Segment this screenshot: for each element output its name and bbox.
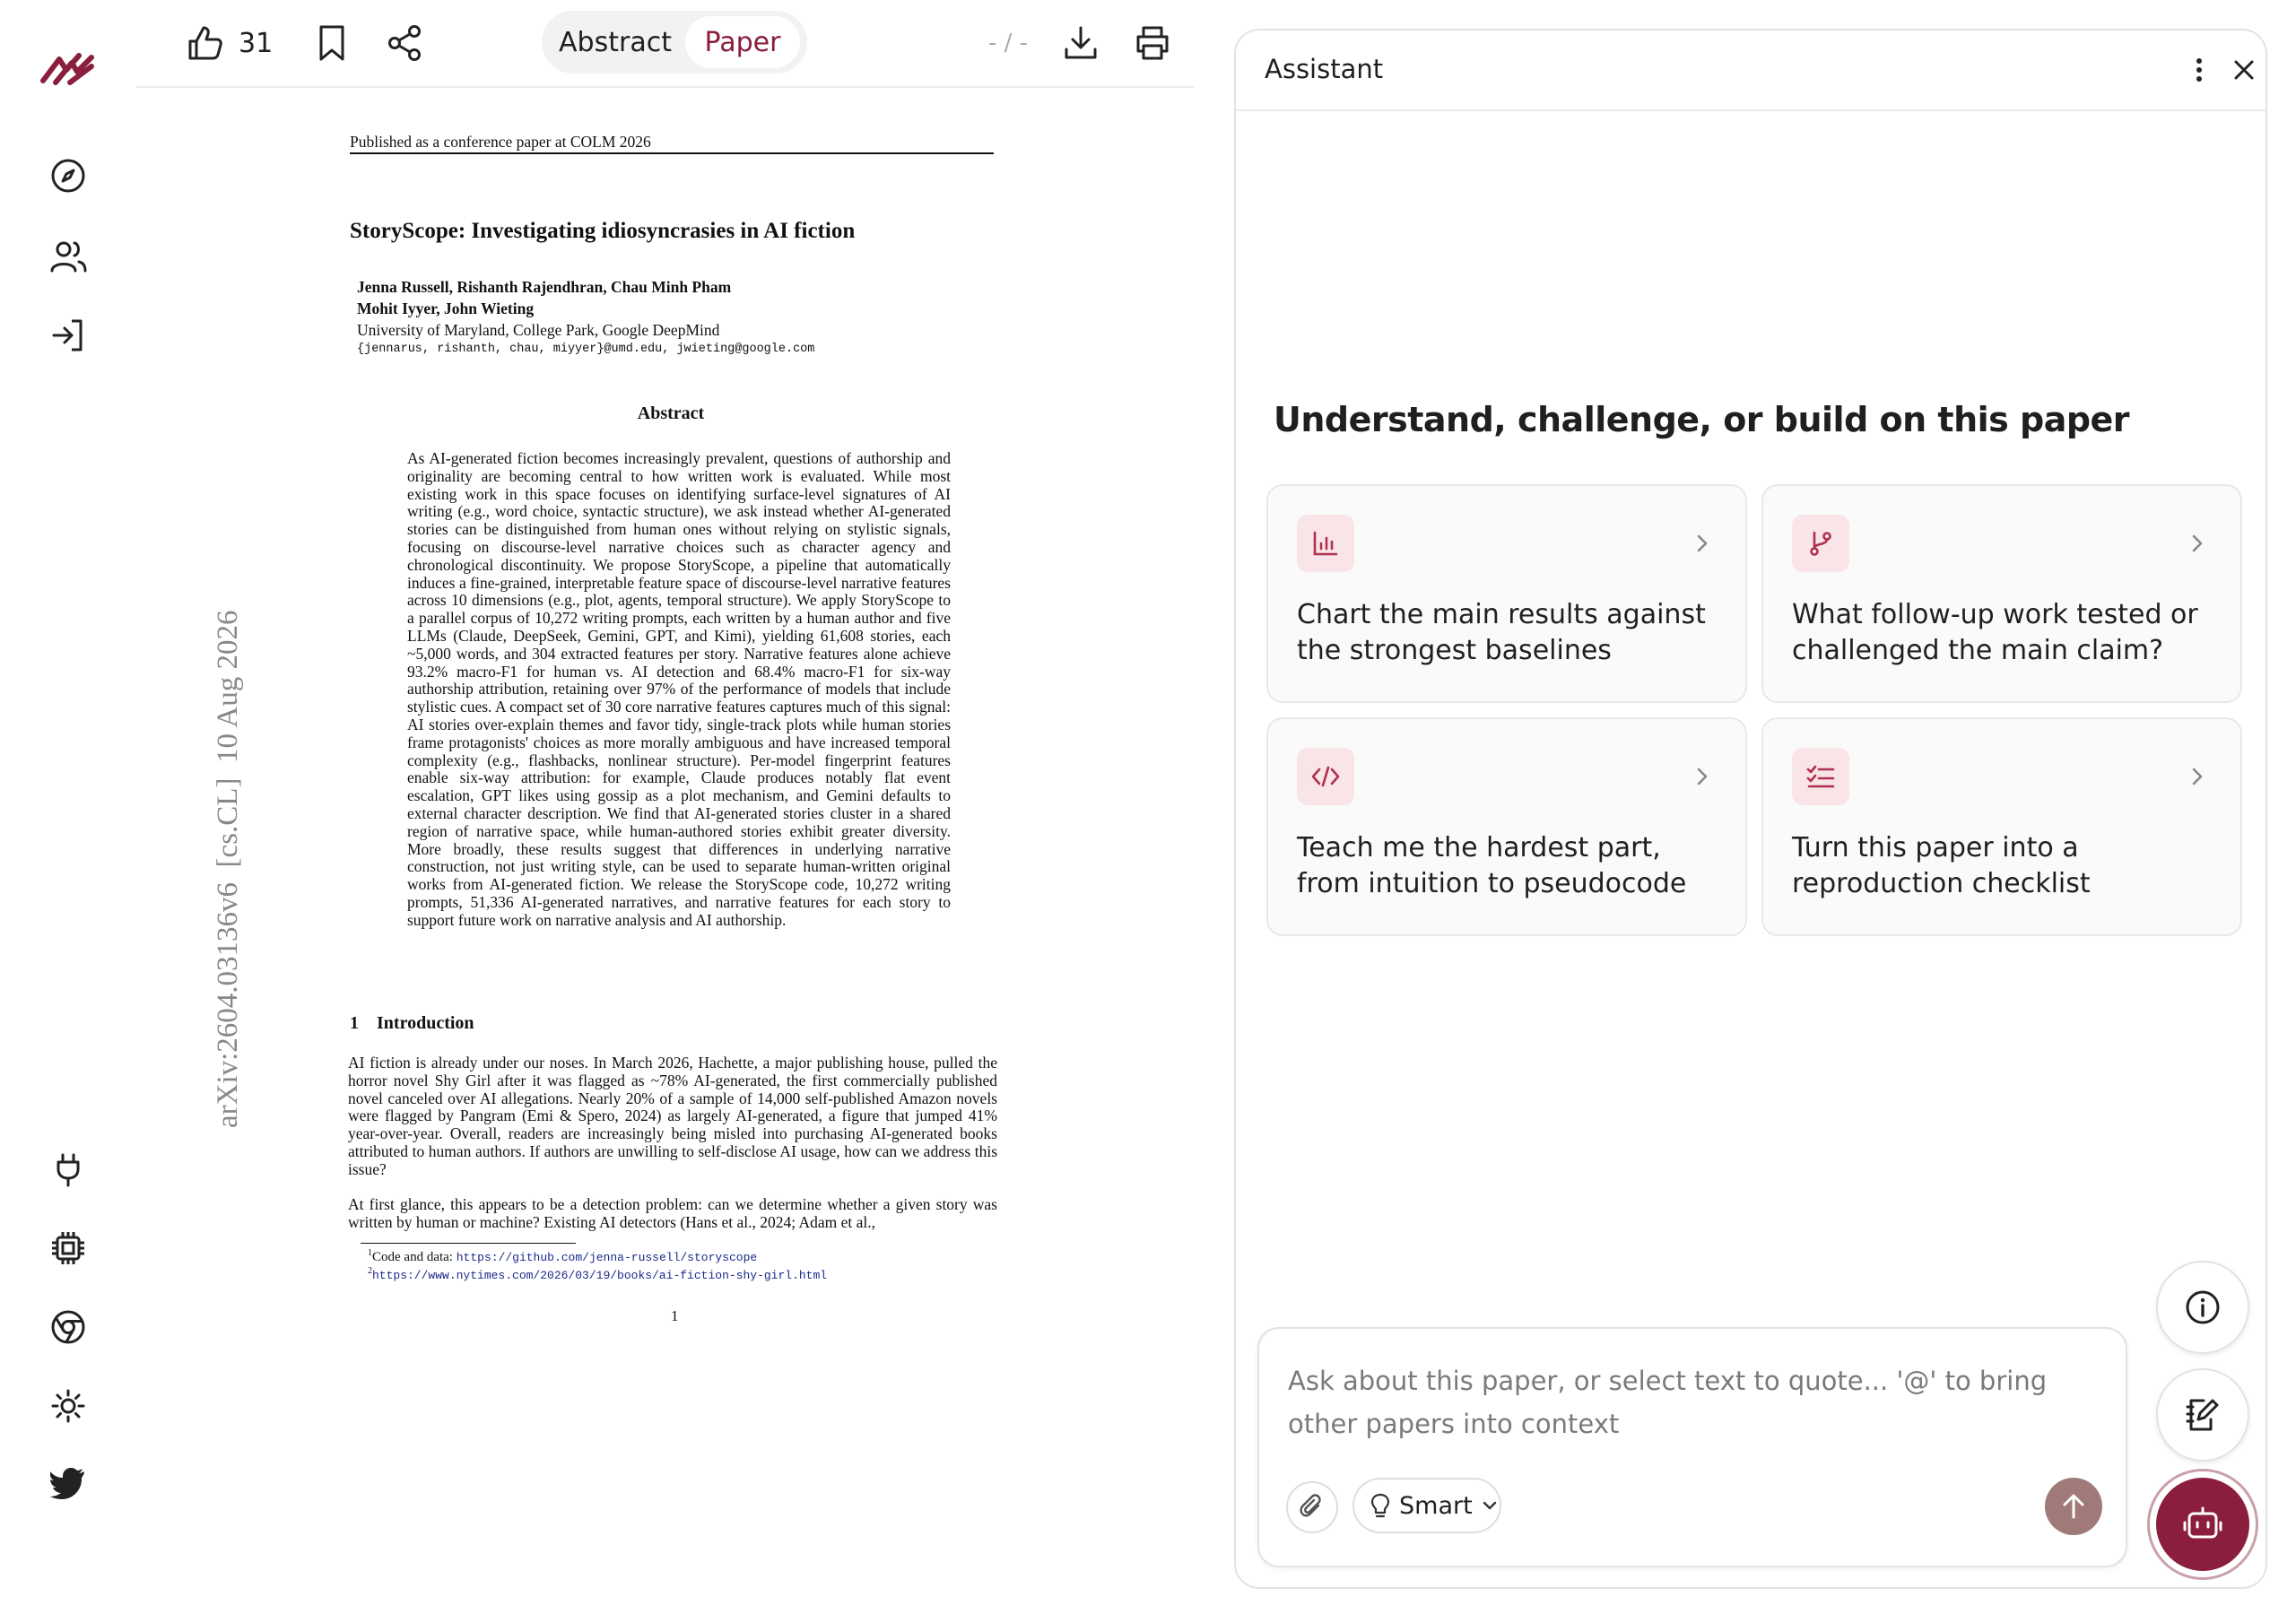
introduction-heading: 1 Introduction	[350, 1013, 474, 1033]
info-icon	[2184, 1289, 2222, 1326]
bookmark-button[interactable]	[314, 22, 350, 65]
checklist-icon	[1792, 748, 1849, 805]
chrome-icon[interactable]	[47, 1306, 90, 1349]
suggestion-card-teach-hardest-part[interactable]	[1266, 717, 1747, 936]
plug-icon[interactable]	[47, 1148, 90, 1191]
info-button[interactable]	[2156, 1261, 2249, 1354]
thumbs-up-icon	[185, 23, 224, 63]
chevron-right-icon	[1695, 533, 1709, 554]
document-toolbar	[136, 0, 1195, 88]
chevron-right-icon	[1695, 766, 1709, 787]
authors-line-2: Mohit Iyyer, John Wieting	[357, 299, 535, 317]
introduction-paragraph-1: AI fiction is already under our noses. In March 2026, Hachette, a major publishing house, pulled the horror novel Shy Girl after it was flagged as ~78% AI-generated, the first commercially published novel canceled over AI allegations. Nearly 20% of a sample of 14,000 self-published Amazon novels were flagged by Pangram (Emi & Spero, 2024) as largely AI-generated, a figure that jumped 41% year-over-year. Overall, readers are increasingly being misled into purchasing AI-generated books attributed to human authors. If authors are unwilling to self-disclose AI usage, how can we address this issue?	[348, 1054, 997, 1178]
paper-page	[136, 88, 1195, 1614]
print-button[interactable]	[1134, 22, 1171, 65]
card-label: Teach me the hardest part, from intuition to pseudocode	[1297, 832, 1687, 899]
robot-icon	[2181, 1505, 2224, 1544]
assistant-launcher-button[interactable]	[2147, 1469, 2258, 1580]
footnote-rule	[361, 1243, 576, 1244]
login-icon[interactable]	[47, 314, 90, 357]
compass-icon[interactable]	[47, 154, 90, 197]
author-emails: {jennarus, rishanth, chau, miyyer}@umd.edu, jwieting@google.com	[357, 343, 815, 356]
card-label: Turn this paper into a reproduction checklist	[1792, 832, 2091, 899]
download-icon	[1062, 24, 1100, 62]
notes-button[interactable]	[2156, 1368, 2249, 1462]
paper-title: StoryScope: Investigating idiosyncrasies in AI fiction	[350, 219, 856, 243]
sun-icon[interactable]	[47, 1384, 90, 1427]
attach-button[interactable]	[1286, 1481, 1338, 1533]
footnote-1-link[interactable]: https://github.com/jenna-russell/storyscope	[456, 1251, 758, 1264]
conference-header: Published as a conference paper at COLM 2026	[350, 133, 651, 151]
notebook-edit-icon	[2184, 1396, 2222, 1434]
twitter-icon[interactable]	[47, 1462, 90, 1505]
tab-paper[interactable]: Paper	[685, 16, 800, 68]
logo-icon[interactable]	[39, 45, 97, 93]
paperclip-icon	[1299, 1494, 1326, 1521]
footnote-1: $^1$Code and data: https://github.com/jenna-russell/storyscope	[368, 1248, 758, 1264]
more-options-button[interactable]	[2188, 56, 2210, 84]
card-label: What follow-up work tested or challenged the main claim?	[1792, 599, 2198, 666]
chat-input[interactable]: Ask about this paper, or select text to quote... '@' to bring other papers into context	[1288, 1366, 2048, 1439]
footnote-1-label: Code and data:	[372, 1250, 457, 1264]
printer-icon	[1134, 24, 1171, 62]
send-button[interactable]	[2045, 1478, 2102, 1535]
chevron-right-icon	[2190, 766, 2205, 787]
code-icon	[1297, 748, 1354, 805]
git-branch-icon	[1792, 515, 1849, 572]
share-button[interactable]	[386, 22, 423, 65]
authors-line-1: Jenna Russell, Rishanth Rajendhran, Chau Minh Pham	[357, 278, 732, 296]
assistant-launcher-inner	[2156, 1478, 2249, 1571]
suggestion-card-reproduction-checklist[interactable]	[1761, 717, 2242, 936]
tab-abstract[interactable]: Abstract	[559, 26, 672, 58]
footnote-2-link[interactable]: https://www.nytimes.com/2026/03/19/books/ai-fiction-shy-girl.html	[372, 1269, 828, 1282]
like-button[interactable]	[185, 22, 273, 65]
mode-selector[interactable]	[1352, 1478, 1501, 1533]
assistant-header	[1236, 30, 2266, 111]
chat-composer	[1257, 1327, 2127, 1567]
view-toggle	[542, 11, 807, 74]
share-icon	[386, 23, 423, 63]
affiliations: University of Maryland, College Park, Google DeepMind	[357, 321, 720, 339]
header-rule	[350, 152, 994, 154]
assistant-title: Assistant	[1265, 54, 1384, 84]
arxiv-side-label: arXiv:2604.03136v6 [cs.CL] 10 Aug 2026	[212, 610, 244, 1128]
mode-label: Smart	[1399, 1491, 1473, 1520]
bar-chart-icon	[1297, 515, 1354, 572]
introduction-paragraph-2: At first glance, this appears to be a detection problem: can we determine whether a given story was written by human or machine? Existing AI detectors (Hans et al., 2024; Adam et al.,	[348, 1195, 997, 1231]
chevron-down-icon	[1482, 1499, 1498, 1512]
left-rail	[0, 0, 138, 1614]
suggestion-card-chart-results[interactable]	[1266, 484, 1747, 703]
users-icon[interactable]	[47, 235, 90, 278]
arrow-up-icon	[2060, 1492, 2087, 1521]
assistant-heading: Understand, challenge, or build on this paper	[1274, 400, 2130, 439]
close-icon	[2231, 57, 2257, 82]
more-vertical-icon	[2188, 56, 2210, 84]
assistant-panel	[1234, 29, 2267, 1589]
like-count: 31	[239, 27, 274, 59]
page-indicator: - / -	[988, 30, 1029, 56]
lightbulb-icon	[1370, 1493, 1390, 1518]
page-number: 1	[671, 1307, 679, 1324]
bookmark-icon	[314, 23, 350, 63]
close-button[interactable]	[2231, 57, 2257, 82]
abstract-heading: Abstract	[637, 404, 705, 423]
chevron-right-icon	[2190, 533, 2205, 554]
card-label: Chart the main results against the strongest baselines	[1297, 599, 1706, 666]
abstract-text: As AI-generated fiction becomes increasingly prevalent, questions of authorship and originality are becoming central to how written work is evaluated. While most existing work in this space focuses on identifying surface-level signatures of AI writing (e.g., word choice, syntactic structure), we ask instead whether AI-generated stories can be distinguished from human ones without relying on stylistic signals, focusing on discourse-level narrative choices such as character agency and chronological discontinuity. We propose StoryScope, a pipeline that automatically induces a fine-grained, interpretable feature space of discourse-level narrative features across 10 dimensions (e.g., plot, agents, temporal structure). We apply StoryScope to a parallel corpus of 10,272 writing prompts, each written by a human author and five LLMs (Claude, DeepSeek, Gemini, GPT, and Kimi), yielding 61,608 stories, each ~5,000 words, and 304 extracted features per story. Narrative features alone achieve 93.2% macro-F1 for human vs. AI detection and 68.4% macro-F1 for six-way authorship attribution, retaining over 97% of the performance of models that include stylistic cues. A compact set of 30 core narrative features captures much of this signal: AI stories over-explain themes and favor tidy, single-track plots while human stories frame protagonists' choices as more morally ambiguous and have increased temporal complexity (e.g., flashbacks, nonlinear structure). Per-model fingerprint features enable six-way attribution: for example, Claude produces notably flat event escalation, GPT likes using gossip as a plot mechanism, and Gemini defaults to external character description. We find that AI-generated stories cluster in a shared region of narrative space, while human-authored stories exhibit greater diversity. More broadly, these results suggest that differences in underlying narrative construction, not just writing style, can be used to separate human-written original works from AI-generated fiction. We release the StoryScope code, 10,272 writing prompts, 51,336 AI-generated narratives, and narrative features for each story to support future work on narrative analysis and AI authorship.	[407, 449, 951, 929]
chip-icon[interactable]	[47, 1227, 90, 1270]
download-button[interactable]	[1062, 22, 1100, 65]
footnote-2: $^2$https://www.nytimes.com/2026/03/19/books/ai-fiction-shy-girl.html	[368, 1266, 828, 1282]
suggestion-card-follow-up-work[interactable]	[1761, 484, 2242, 703]
